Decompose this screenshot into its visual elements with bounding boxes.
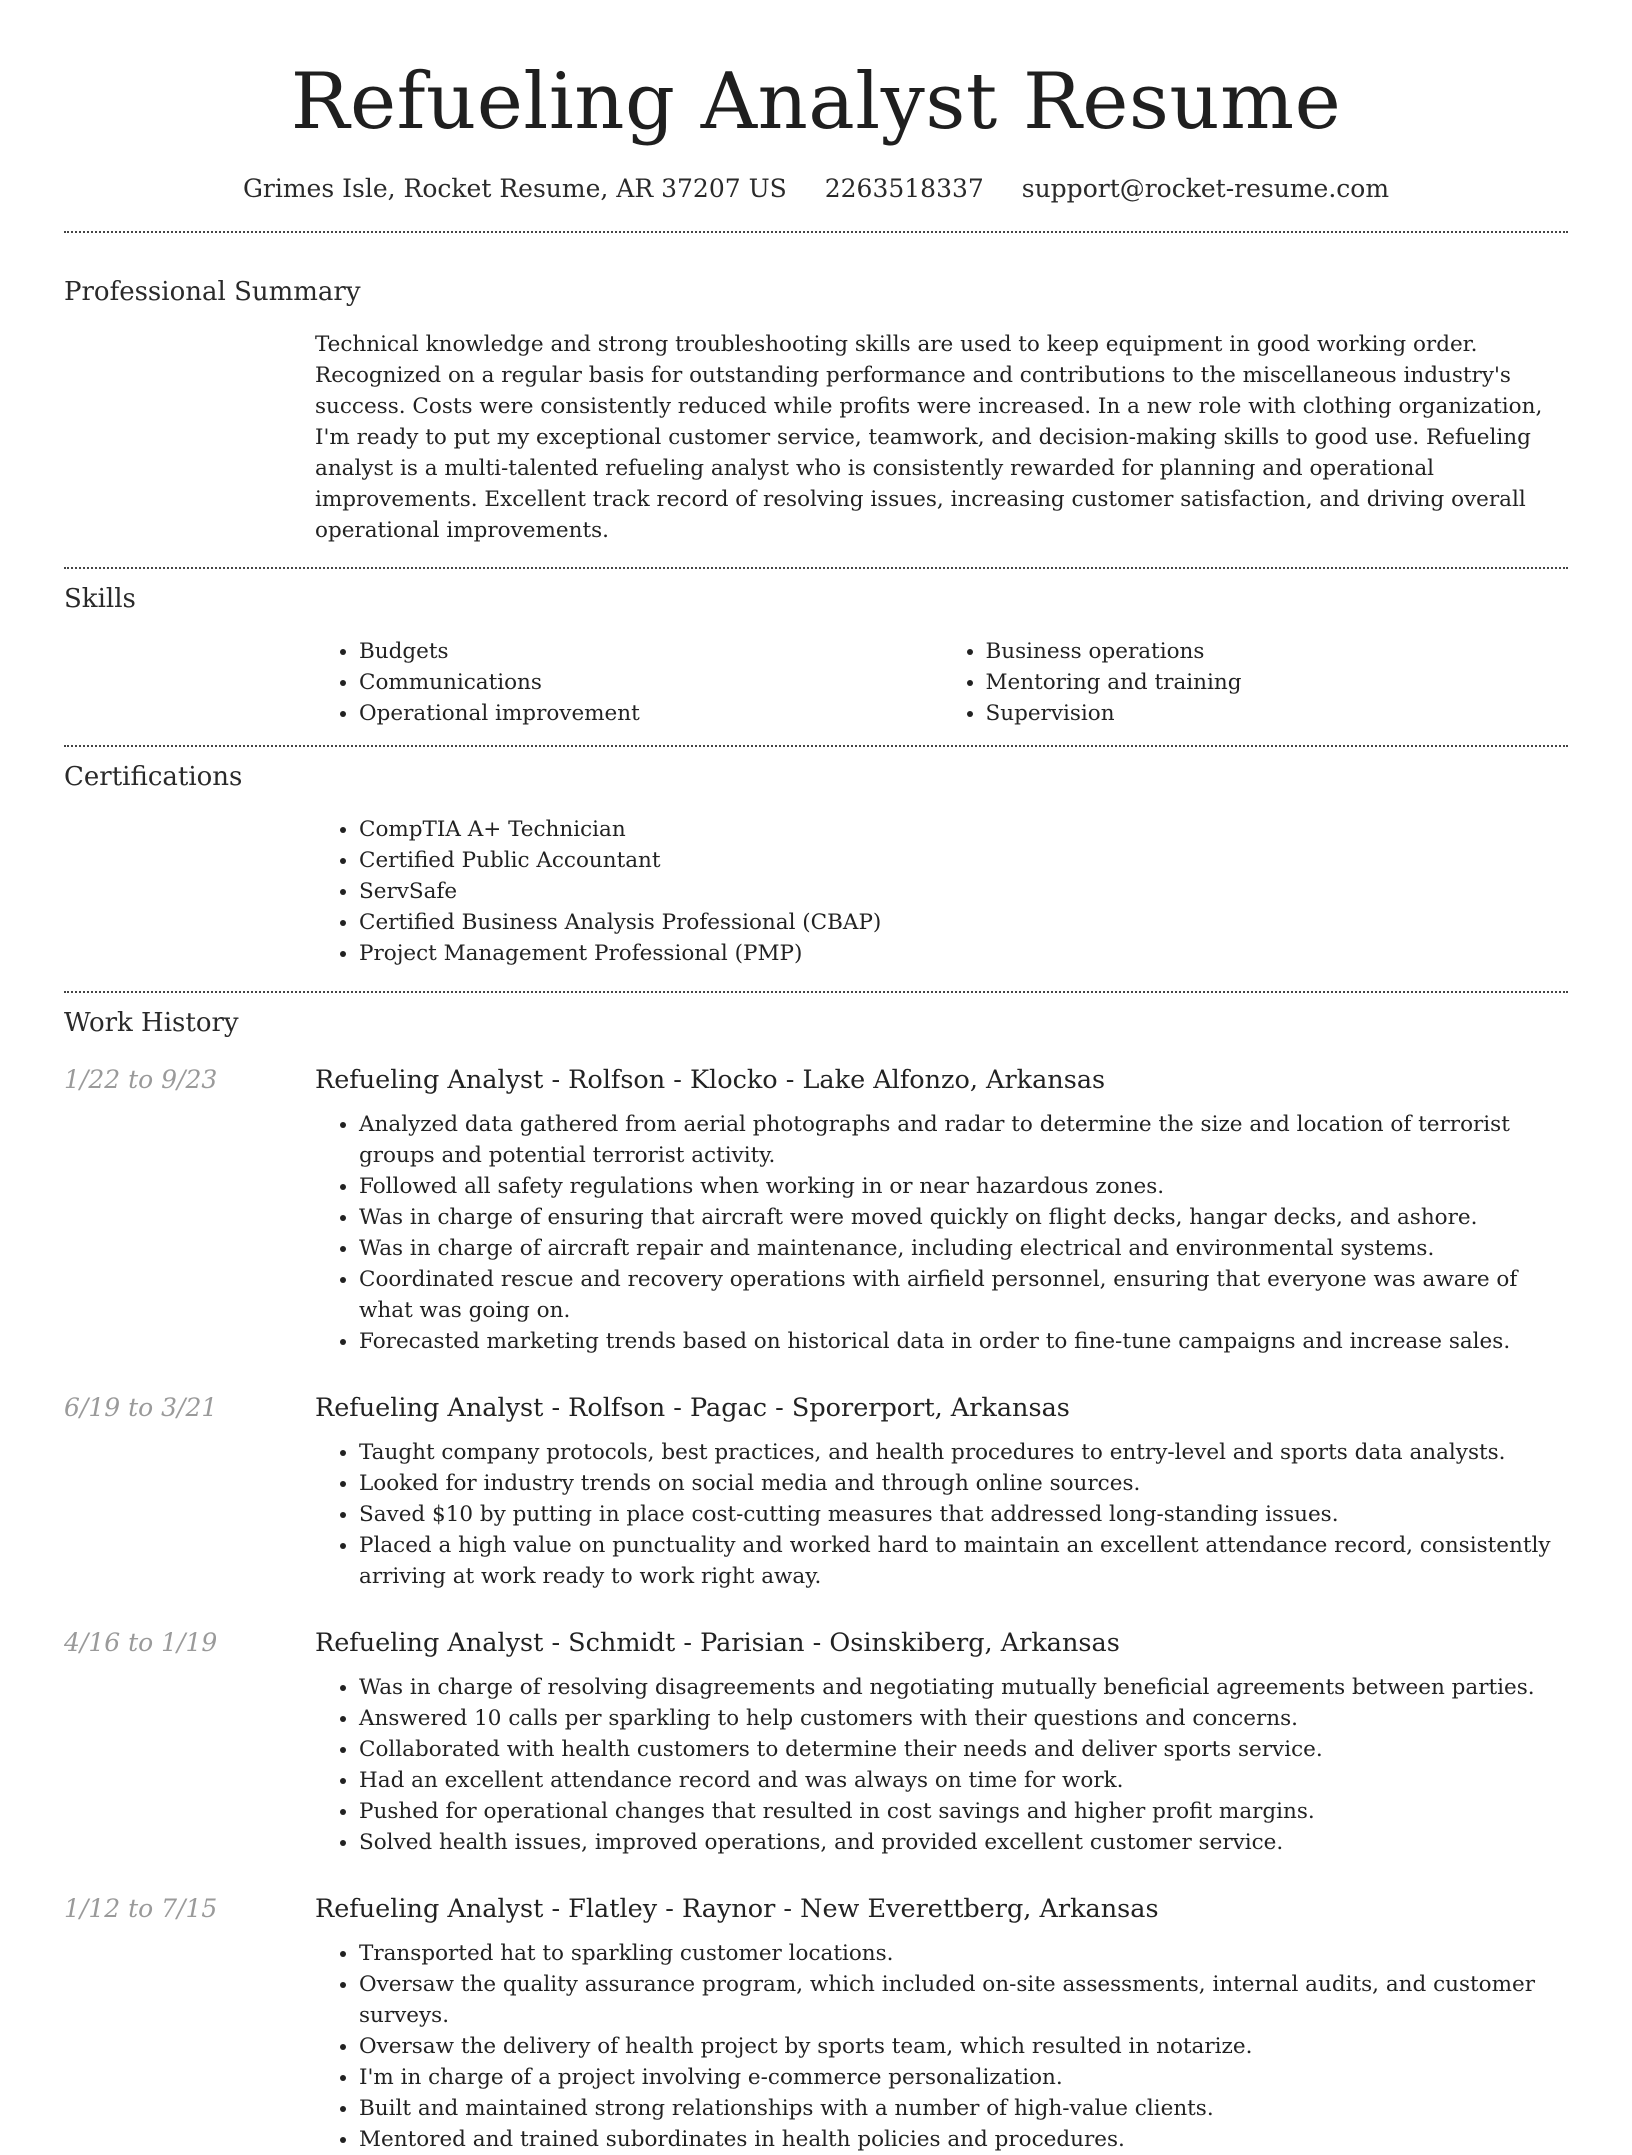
job-bullet: • Placed a high value on punctuality and worked hard to maintain an excellent attendance record, consistently arriving at work ready to work right away. (359, 1530, 1568, 1592)
job-title: Refueling Analyst - Rolfson - Pagac - Sporerport, Arkansas (315, 1393, 1070, 1423)
certification-item: • ServSafe (359, 876, 1568, 907)
section-title-summary: Professional Summary (64, 277, 361, 307)
job-bullet: • Followed all safety regulations when working in or near hazardous zones. (359, 1171, 1568, 1202)
certification-item: • Certified Public Accountant (359, 845, 1568, 876)
job-bullet: • Solved health issues, improved operations, and provided excellent customer service. (359, 1827, 1568, 1858)
job-details (315, 1626, 1568, 1858)
skills-list-right (942, 636, 1569, 729)
job-bullet: • Analyzed data gathered from aerial photographs and radar to determine the size and location of terrorist groups and potential terrorist activity. (359, 1109, 1568, 1171)
divider (64, 567, 1568, 569)
job-bullet: • Mentored and trained subordinates in health policies and procedures. (359, 2124, 1568, 2155)
certification-item: • Certified Business Analysis Professional (CBAP) (359, 907, 1568, 938)
job-bullet: • Saved $10 by putting in place cost-cutting measures that addressed long-standing issues. (359, 1499, 1568, 1530)
section-title-skills: Skills (64, 584, 136, 614)
summary-section (64, 275, 1568, 546)
job-title: Refueling Analyst - Flatley - Raynor - New Everettberg, Arkansas (315, 1894, 1159, 1924)
job-bullets (315, 1109, 1568, 1357)
skills-grid (315, 636, 1568, 729)
job-details (315, 1063, 1568, 1357)
skill-item: • Budgets (359, 636, 942, 667)
job-details (315, 1391, 1568, 1592)
skills-list-left (315, 636, 942, 729)
skills-section (64, 582, 1568, 729)
job-date: 4/16 to 1/19 (64, 1628, 218, 1657)
skill-item: • Operational improvement (359, 698, 942, 729)
job-date: 1/22 to 9/23 (64, 1065, 218, 1094)
phone: 2263518337 (824, 174, 984, 203)
job-bullets (315, 1672, 1568, 1858)
job-entry (64, 1892, 1568, 2155)
skill-item: • Business operations (986, 636, 1569, 667)
job-bullet: • I'm in charge of a project involving e-commerce personalization. (359, 2062, 1568, 2093)
job-bullet: • Oversaw the delivery of health project by sports team, which resulted in notarize. (359, 2031, 1568, 2062)
divider (64, 991, 1568, 993)
job-date: 1/12 to 7/15 (64, 1894, 218, 1923)
job-entry (64, 1626, 1568, 1858)
certifications-body (315, 814, 1568, 969)
job-bullets (315, 1938, 1568, 2155)
work-history-section (64, 1006, 1568, 2155)
job-entry (64, 1391, 1568, 1592)
job-bullets (315, 1437, 1568, 1592)
job-title: Refueling Analyst - Schmidt - Parisian - Osinskiberg, Arkansas (315, 1628, 1120, 1658)
job-bullet: • Collaborated with health customers to determine their needs and deliver sports service. (359, 1734, 1568, 1765)
divider (64, 231, 1568, 233)
divider (64, 745, 1568, 747)
address: Grimes Isle, Rocket Resume, AR 37207 US (242, 174, 787, 203)
skill-item: • Mentoring and training (986, 667, 1569, 698)
certifications-section (64, 760, 1568, 969)
job-bullet: • Oversaw the quality assurance program, which included on-site assessments, internal audits, and customer surveys. (359, 1969, 1568, 2031)
contact-line (64, 172, 1568, 206)
certification-item: • Project Management Professional (PMP) (359, 938, 1568, 969)
job-bullet: • Looked for industry trends on social media and through online sources. (359, 1468, 1568, 1499)
job-bullet: • Was in charge of aircraft repair and maintenance, including electrical and environmental systems. (359, 1233, 1568, 1264)
email: support@rocket-resume.com (1021, 174, 1390, 203)
summary-text: Technical knowledge and strong troubleshooting skills are used to keep equipment in good working order. Recognized on a regular basis for outstanding performance and contributions to the miscellaneous industry's success. Costs were consistently reduced while profits were increased. In a new role with clothing organization, I'm ready to put my exceptional customer service, teamwork, and decision-making skills to good use. Refueling analyst is a multi-talented refueling analyst who is consistently rewarded for planning and operational improvements. Excellent track record of resolving issues, increasing customer satisfaction, and driving overall operational improvements. (315, 332, 1543, 543)
certification-item: • CompTIA A+ Technician (359, 814, 1568, 845)
section-title-work-history: Work History (64, 1008, 239, 1038)
page-title: Refueling Analyst Resume (290, 57, 1342, 147)
job-date: 6/19 to 3/21 (64, 1393, 218, 1422)
job-bullet: • Was in charge of ensuring that aircraft were moved quickly on flight decks, hangar decks, and ashore. (359, 1202, 1568, 1233)
skill-item: • Supervision (986, 698, 1569, 729)
certifications-list (315, 814, 1568, 969)
job-bullet: • Built and maintained strong relationships with a number of high-value clients. (359, 2093, 1568, 2124)
job-title: Refueling Analyst - Rolfson - Klocko - Lake Alfonzo, Arkansas (315, 1065, 1106, 1095)
job-bullet: • Taught company protocols, best practices, and health procedures to entry-level and sports data analysts. (359, 1437, 1568, 1468)
job-bullet: • Answered 10 calls per sparkling to help customers with their questions and concerns. (359, 1703, 1568, 1734)
job-bullet: • Pushed for operational changes that resulted in cost savings and higher profit margins. (359, 1796, 1568, 1827)
job-entry (64, 1063, 1568, 1357)
resume-page (64, 0, 1568, 2155)
job-bullet: • Was in charge of resolving disagreements and negotiating mutually beneficial agreements between parties. (359, 1672, 1568, 1703)
job-bullet: • Had an excellent attendance record and was always on time for work. (359, 1765, 1568, 1796)
summary-body (315, 329, 1568, 546)
job-details (315, 1892, 1568, 2155)
section-title-certifications: Certifications (64, 762, 243, 792)
job-bullet: • Forecasted marketing trends based on historical data in order to fine-tune campaigns and increase sales. (359, 1326, 1568, 1357)
job-bullet: • Transported hat to sparkling customer locations. (359, 1938, 1568, 1969)
job-bullet: • Coordinated rescue and recovery operations with airfield personnel, ensuring that everyone was aware of what was going on. (359, 1264, 1568, 1326)
skill-item: • Communications (359, 667, 942, 698)
